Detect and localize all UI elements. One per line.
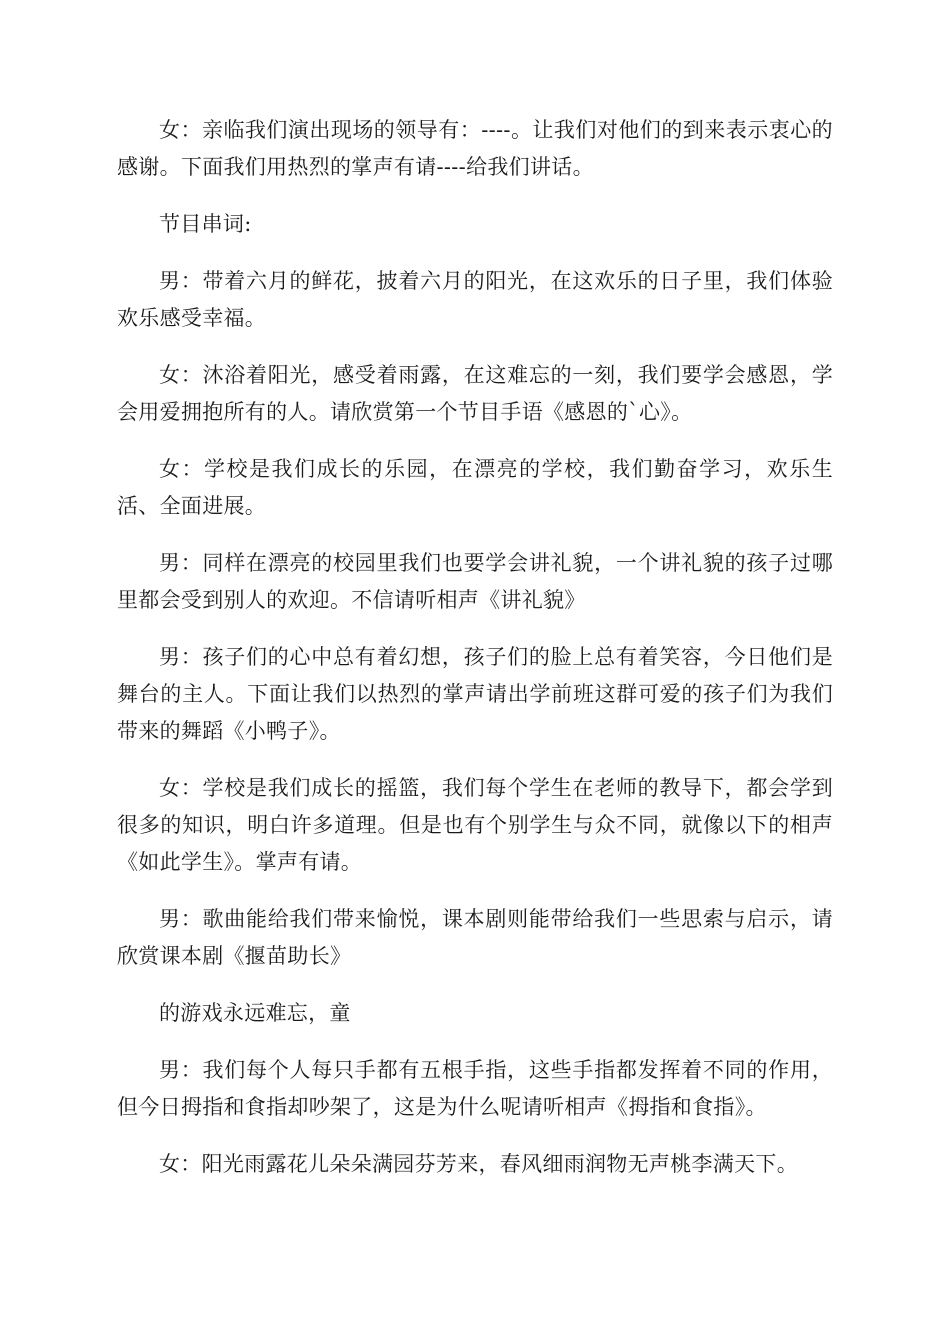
paragraph-female-gratitude: 女：沐浴着阳光，感受着雨露，在这难忘的一刻，我们要学会感恩，学会用爱拥抱所有的人。请欣赏第一个节目手语《感恩的`心》。 bbox=[117, 363, 833, 424]
paragraph-female-cradle: 女：学校是我们成长的摇篮，我们每个学生在老师的教导下，都会学到很多的知识，明白许多道理。但是也有个别学生与众不同，就像以下的相声《如此学生》。掌声有请。 bbox=[117, 776, 833, 874]
document-body bbox=[117, 112, 833, 1203]
paragraph-female-welcome: 女：亲临我们演出现场的领导有：----。让我们对他们的到来表示衷心的感谢。下面我们用热烈的掌声有请----给我们讲话。 bbox=[117, 118, 833, 179]
paragraph-female-school-garden: 女：学校是我们成长的乐园，在漂亮的学校，我们勤奋学习，欢乐生活、全面进展。 bbox=[117, 457, 833, 518]
paragraph-male-june: 男：带着六月的鲜花，披着六月的阳光，在这欢乐的日子里，我们体验欢乐感受幸福。 bbox=[117, 269, 833, 330]
paragraph-fragment: 的游戏永远难忘，童 bbox=[159, 1001, 351, 1025]
paragraph-male-politeness: 男：同样在漂亮的校园里我们也要学会讲礼貌，一个讲礼貌的孩子过哪里都会受到别人的欢迎。不信请听相声《讲礼貌》 bbox=[117, 551, 833, 612]
paragraph-male-ducklings: 男：孩子们的心中总有着幻想，孩子们的脸上总有着笑容，今日他们是舞台的主人。下面让我们以热烈的掌声请出学前班这群可爱的孩子们为我们带来的舞蹈《小鸭子》。 bbox=[117, 645, 833, 743]
paragraph-male-fingers: 男：我们每个人每只手都有五根手指，这些手指都发挥着不同的作用，但今日拇指和食指却吵架了，这是为什么呢请听相声《拇指和食指》。 bbox=[117, 1058, 833, 1119]
paragraph-program-heading: 节目串词: bbox=[159, 212, 252, 236]
paragraph-male-play: 男：歌曲能给我们带来愉悦，课本剧则能带给我们一些思索与启示，请欣赏课本剧《揠苗助长》 bbox=[117, 907, 833, 968]
paragraph-female-closing: 女：阳光雨露花儿朵朵满园芬芳来，春风细雨润物无声桃李满天下。 bbox=[159, 1152, 798, 1176]
